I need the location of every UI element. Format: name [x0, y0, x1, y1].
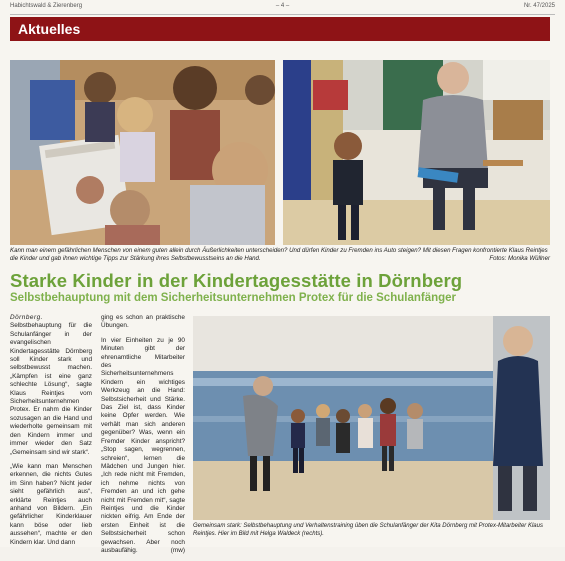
- page-header: [10, 3, 555, 13]
- article-headline: Starke Kinder in der Kindertagesstätte in Dörnberg: [10, 270, 463, 291]
- header-rule: [10, 14, 555, 15]
- paragraph-3: ging es schon an praktische Übungen.: [101, 314, 185, 330]
- dateline: Dörnberg.: [10, 314, 43, 321]
- paragraph-2: „Wie kann man Menschen erkennen, die nichts Gutes im Sinn haben? Nicht jeder sieht gefährlich aus“, erklärte Reintjes auch anhand von Bildern. „Ein gefährlicher Kinderklauer kann böse oder lieb aussehen“, machte er den Kindern klar. Und dann: [10, 462, 92, 546]
- paragraph-1: Selbstbehauptung für die Schulanfänger in der evangelischen Kindertagesstätte Dörnberg soll Kinder stark und selbstbewusst machen. „Kämpfen ist eine ganz schlechte Lösung“, sagte Klaus Reintjes vom Sicherheitsunternehmen Protex. Er nahm die Kinder sozusagen an die Hand und wiederholte gemeinsam mit den Kindern immer und immer wieder den Satz „Gemeinsam sind wir stark“.: [10, 322, 92, 456]
- group-exercise-photo: [193, 316, 550, 520]
- children-with-book-photo: [10, 60, 275, 245]
- header-page-number: – 4 –: [275, 3, 290, 9]
- header-left: Habichtswald & Zierenberg: [10, 3, 83, 9]
- header-issue: Nr. 47/2025: [523, 3, 555, 9]
- article-column-2: [101, 314, 185, 561]
- article-subheadline: Selbstbehauptung mit dem Sicherheitsunternehmen Protex für die Schulanfänger: [10, 292, 457, 304]
- author-tag: (mw): [170, 546, 185, 554]
- photo-credit: Fotos: Monika Wüllner: [489, 255, 550, 262]
- paragraph-4: In vier Einheiten zu je 90 Minuten gibt der ehrenamtliche Mitarbeiter des Sicherheitsunternehmens Kindern ein wichtiges Werkzeug an die Hand: Selbstsicherheit und Stärke. Das Ziel ist, dass Kinder keine Opfer werden. Wie verhält man sich anderen gegenüber? Was, wenn ein Fremder Kinder anspricht? „Stop sagen, wegrennen, schreien“, lernen die Mädchen und Jungen hier. „Ich rede nicht mit Fremden, ich nehme nichts von Fremden an und ich gehe nicht mit Fremden mit“, sagte Reintjes und die Kinder nickten eifrig. Am Ende der ersten Einheit ist die Selbstsicherheit schon gewachsen. Aber noch ausbaufähig.: [101, 336, 185, 554]
- photo-caption-top: [10, 247, 550, 263]
- caption-text: Kann man einem gefährlichen Menschen von einem guten allein durch Äußerlichkeiten unterscheiden? Und dürfen Kinder zu Fremden ins Auto steigen? Mit diesen Fragen konfrontierte Klaus Reintjes die Kinder und gab ihnen wichtige Tipps zur Stärkung ihres Selbstbewusstseins an die Hand.: [10, 247, 548, 262]
- photo-caption-bottom: Gemeinsam stark: Selbstbehauptung und Verhaltenstraining üben die Schulanfänger der Kita Dörnberg mit Protex-Mitarbeiter Klaus Reintjes. Hier im Bild mit Helga Waldeck (rechts).: [193, 523, 543, 537]
- man-talking-to-child-photo: [283, 60, 550, 245]
- section-title: Aktuelles: [10, 17, 550, 41]
- article-column-1: [10, 314, 92, 553]
